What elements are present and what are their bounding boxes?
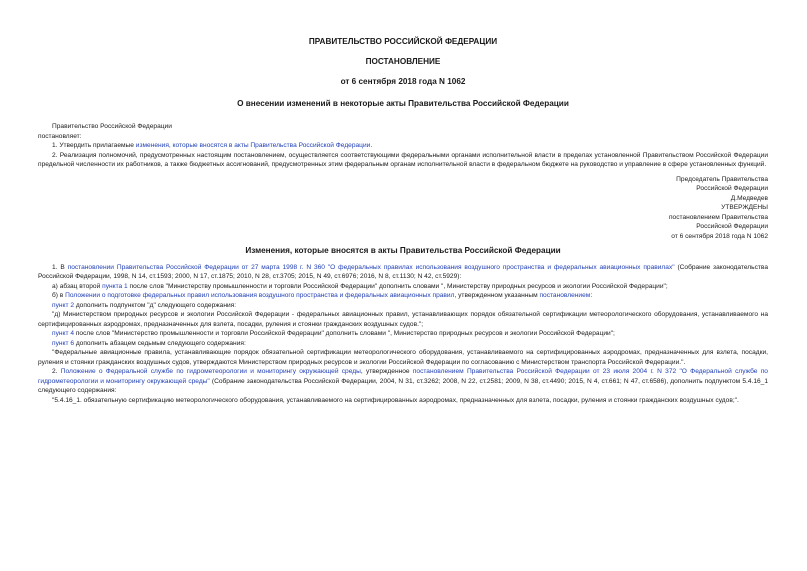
doc-type-heading: ПОСТАНОВЛЕНИЕ xyxy=(365,57,441,66)
amendments-title: Изменения, которые вносятся в акты Правительства Российской Федерации xyxy=(245,245,561,255)
link-regulation-preparation[interactable]: Положении о подготовке федеральных правил использования воздушного пространства и федеральных авиационных правил xyxy=(65,292,455,300)
amendment-2 xyxy=(38,367,768,396)
link-resolution-372[interactable]: постановлением Правительства Российской Федерации от 23 июля 2004 г. N 372 "О Федеральной службе по гидрометеорологии и мониторингу окружающей среды" xyxy=(38,368,768,385)
amendment-1a xyxy=(38,282,768,292)
amendment-1a-prefix: а) абзац второй xyxy=(52,282,103,290)
link-item-6[interactable]: пункт 6 xyxy=(52,339,74,347)
link-roshydromet-regulation[interactable]: Положение о Федеральной службе по гидрометеорологии и мониторингу окружающей среды xyxy=(60,368,361,376)
preamble xyxy=(38,122,768,132)
amendment-1b-item-2-text: дополнить подпунктом "д" следующего содержания: xyxy=(74,301,237,309)
link-item-2[interactable]: пункт 2 xyxy=(52,301,74,309)
link-item-4[interactable]: пункт 4 xyxy=(52,330,74,338)
amendment-1b-item-6-text: дополнить абзацем седьмым следующего содержания: xyxy=(74,339,246,347)
signature-position: Председатель Правительства xyxy=(676,175,768,183)
preamble-line-1: Правительство Российской Федерации xyxy=(52,123,172,130)
amendment-2-suffix: (Собрание законодательства Российской Федерации, 2004, N 31, ст.3262; 2008, N 22, ст.2581; 2009, N 38, ст.4490; 2015, N 4, ст.661; N 47, ст.6586), дополнить подпунктом 5.4.16_1 следующего содержания: xyxy=(38,377,769,395)
approved-by: постановлением Правительства xyxy=(668,213,768,221)
approved-label: УТВЕРЖДЕНЫ xyxy=(721,204,768,212)
amendment-1a-suffix: после слов "Министерству промышленности и торговли Российской Федерации" дополнить словами ", Министерству природных ресурсов и экологии Российской Федерации"; xyxy=(127,282,668,290)
link-amendments[interactable]: изменения, которые вносятся в акты Правительства Российской Федерации xyxy=(135,142,371,149)
amendment-2-prefix: 2. xyxy=(52,368,61,376)
link-item-1[interactable]: пункта 1 xyxy=(102,282,128,290)
amendment-2-quote: "5.4.16_1. обязательную сертификацию метеорологического оборудования, устанавливаемого на сертифицированных аэродромах, предназначенных для взлета, посадки, руления и стоянки гражданских воздушных судов;". xyxy=(52,396,739,404)
amendment-1b-subitem-d: "д) Министерством природных ресурсов и экологии Российской Федерации - федеральных авиационных правил, устанавливающих порядок обязательной сертификации метеорологического оборудования, устанавливаемого на сертифицированных аэродромах, предназначенных для взлета, посадки, руления и стоянки гражданских воздушных судов."; xyxy=(38,311,768,328)
amendment-1b-quote: "Федеральные авиационные правила, устанавливающие порядок обязательной сертификации метеорологического оборудования, устанавливаемого на сертифицированных аэродромах, предназначенных для взлета, посадки, руления и стоянки гражданских воздушных судов, утверждаются Министерством природных ресурсов и экологии Российской Федерации по согласованию с Министерством транспорта Российской Федерации.". xyxy=(38,349,768,366)
date-number-heading: от 6 сентября 2018 года N 1062 xyxy=(340,77,466,86)
link-resolution[interactable]: постановлением xyxy=(539,292,591,300)
amendment-1b-item-4-text: после слов "Министерство промышленности и торговли Российской Федерации" дополнить словами ", Министерство природных ресурсов и экологии Российской Федерации"; xyxy=(74,330,615,338)
approved-country: Российской Федерации xyxy=(696,223,768,231)
signature-name: Д.Медведев xyxy=(730,194,768,202)
approved-date: от 6 сентября 2018 года N 1062 xyxy=(671,233,768,241)
paragraph-1 xyxy=(38,141,768,151)
amendment-1b-middle: , утвержденном указанным xyxy=(454,292,540,300)
amendment-1 xyxy=(38,263,768,282)
paragraph-2: 2. Реализация полномочий, предусмотренных настоящим постановлением, осуществляется соответствующими федеральными органами исполнительной власти в пределах установленной Правительством Российской Федерации предельной численности их работников, а также бюджетных ассигнований, предусмотренных этим федеральным органам исполнительной власти в федеральном бюджете на руководство и управление в сфере установленных функций. xyxy=(38,151,768,168)
signature-block xyxy=(38,175,768,242)
preamble-line-2: постановляет: xyxy=(38,132,82,140)
paragraph-1-suffix: . xyxy=(370,142,373,149)
amendment-1b-item-2 xyxy=(38,301,768,311)
amendment-1b-prefix: б) в xyxy=(52,292,66,300)
amendment-1b xyxy=(38,291,768,301)
document-page xyxy=(38,36,768,405)
amendment-1b-item-4 xyxy=(38,329,768,339)
paragraph-1-prefix: 1. Утвердить прилагаемые xyxy=(52,142,136,149)
amendment-2-middle: , утвержденное xyxy=(360,368,413,376)
amendment-1-suffix: (Собрание законодательства Российской Федерации, 1998, N 14, ст.1593; 2000, N 17, ст.1875; 2010, N 28, ст.3705; 2015, N 49, ст.6976; 2016, N 8, ст.1130; N 42, ст.5929): xyxy=(38,263,768,281)
signature-country: Российской Федерации xyxy=(696,185,768,193)
document-title: О внесении изменений в некоторые акты Правительства Российской Федерации xyxy=(237,99,569,108)
link-resolution-360[interactable]: постановлении Правительства Российской Федерации от 27 марта 1998 г. N 360 "О федеральных правилах использования воздушного пространства и федеральных авиационных правилах" xyxy=(67,263,675,271)
amendment-1b-item-6 xyxy=(38,339,768,349)
amendment-1b-suffix: : xyxy=(590,292,593,300)
amendment-1-prefix: 1. В xyxy=(52,263,68,271)
org-heading: ПРАВИТЕЛЬСТВО РОССИЙСКОЙ ФЕДЕРАЦИИ xyxy=(308,37,498,46)
